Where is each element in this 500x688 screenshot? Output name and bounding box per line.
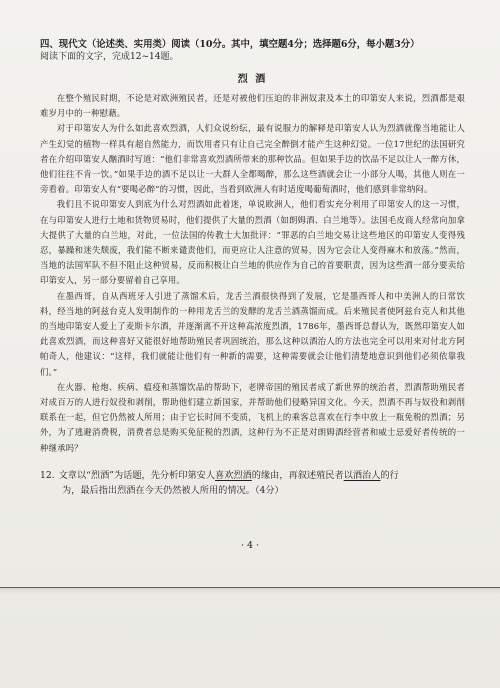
question-underline-2: 以酒治人 <box>343 469 381 481</box>
question-line-2: 为，最后指出烈酒在今天仍然被人所用的情况。（4分） <box>62 484 284 496</box>
reading-section <box>40 38 465 498</box>
section-heading: 四、现代文（论述类、实用类）阅读（10分。其中，填空题4分；选择题6分，每小题3分） <box>40 39 420 50</box>
article-paragraph-2: 对于印第安人为什么如此喜欢烈酒，人们众说纷纭，最有说服力的解释是印第安人认为烈酒就像当地能让人产生幻觉的植物一样具有超自然能力，而饮用者只有让自己完全醉倒才能产生这种幻觉。一位17世纪的法国研究者在介绍印第安人酗酒时写道：“他们非常喜欢烈酒所带来的那种饮品。但如果手边的饮品不足以让人一醉方休，他们往往不肯一饮。”如果手边的酒不足以让一大群人全都喝醉，那么这些酒就会让一小部分人喝，其他人则在一旁看着。印第安人有“要喝必醉”的习惯，因此，当看到欧洲人有时适度喝葡萄酒时，他们感到非常纳闷。 <box>40 123 465 195</box>
page-number: · 4 · <box>240 540 260 551</box>
section-instruction: 阅读下面的文字，完成12~14题。 <box>40 52 179 62</box>
article-paragraph-4: 在墨西哥，自从西班牙人引进了蒸馏术后，龙舌兰酒很快得到了发展，它是墨西哥人和中美洲人的日常饮料，经当地的阿兹台克人发明制作的一种用龙舌兰的发酵的龙舌兰酒蒸馏而成。后来殖民者使阿兹台克人和其他的当地印第安人爱上了麦斯卡尔酒，并逐渐离不开这种高浓度烈酒，1786年，墨西哥总督认为，既然印第安人如此喜欢烈酒，而这种喜好又能很好地帮助殖民者巩固统治，那么这种以酒治人的方法也完全可以用来对付北方阿帕奇人，他建议：“这样，我们就能让他们有一种新的需要，这种需要就会让他们清楚地意识到他们必须依靠我们。” <box>40 290 465 377</box>
article-paragraph-3: 我们且不说印第安人到底为什么对烈酒如此着迷，单说欧洲人，他们看实充分利用了印第安人的这一习惯，在与印第安人进行土地和货物贸易时，他们提供了大量的烈酒（如朗姆酒、白兰地等）。法国毛皮商人经常向加拿大提供了大量的白兰地，对此，一位法国的传教士大加批评：“罪恶的白兰地交易让这些地区的印第安人变得残忍，暴躁和迷失颓废，我们能不断来谴责他们，而更应让人注意的贸易，因为它会让人变得麻木和放荡。”然而，当地的法国军队不但不阻止这种贸易，反而积极让白兰地的供应作为自己的首要职责，因为这些酒一部分要卖给印第安人，另一部分要留着自己享用。 <box>40 199 465 286</box>
question-text-a: 文章以“烈酒”为话题，先分析印第安人 <box>58 469 216 481</box>
question-12 <box>40 468 465 498</box>
page-fold-shadow <box>0 588 500 594</box>
article-paragraph-1: 在整个殖民时期，不论是对欧洲殖民者，还是对被他们压迫的非洲奴隶及本土的印第安人来说，烈酒都是艰难岁月中的一种慰藉。 <box>40 93 465 119</box>
article-body <box>40 91 465 456</box>
question-text-b: 的缘由，再叙述殖民者 <box>251 469 344 481</box>
question-line-1 <box>40 468 465 483</box>
article-title: 烈 酒 <box>237 74 268 85</box>
question-text-c: 的行 <box>380 469 399 481</box>
question-underline-1: 喜欢烈酒 <box>215 469 252 481</box>
article-paragraph-5: 在火器、枪炮、疾病、瘟疫和蒸馏饮品的帮助下，老牌帝国的殖民者成了新世界的统治者，烈酒帮助殖民者对成百万的人进行奴役和剥削，帮助他们建立新国家，并帮助他们侵略异国文化。今天，烈酒不再与奴役和剥削联系在一起，但它仍然被人所用；由于它长时间不变质，飞机上的乘客总喜欢在行李中放上一瓶免税的烈酒；另外，为了逃避消费税，消费者总是购买免征税的烈酒，这种行为不正是对朗姆酒经营者和威士忌爱好者传统的一种继承吗？ <box>40 381 465 453</box>
question-number: 12. <box>40 469 55 481</box>
